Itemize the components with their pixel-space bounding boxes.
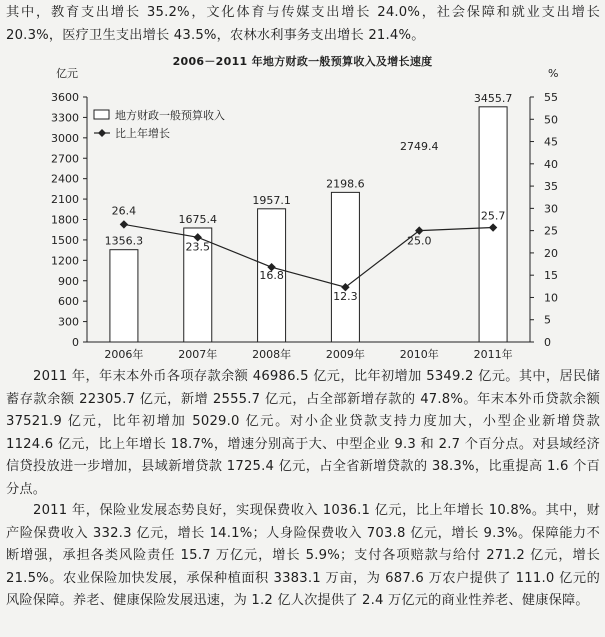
left-axis-tick-label: 0 [72, 336, 79, 349]
left-axis-unit: 亿元 [56, 67, 78, 80]
growth-value-label: 16.8 [259, 269, 284, 283]
left-axis-tick-label: 3300 [51, 111, 79, 125]
left-axis-tick-label: 3000 [51, 131, 79, 145]
right-axis-tick-label: 40 [544, 157, 558, 171]
growth-value-label: 26.4 [111, 204, 137, 218]
right-axis-tick-label: 45 [544, 135, 558, 149]
right-axis-tick-label: 10 [544, 291, 558, 305]
growth-value-label: 25.7 [480, 209, 506, 223]
bar-value-label: 2198.6 [326, 177, 365, 191]
left-axis-tick-label: 1800 [51, 213, 79, 227]
growth-marker-1 [120, 220, 128, 228]
x-axis-label: 2007年 [178, 348, 218, 361]
right-axis-tick-label: 35 [544, 180, 558, 194]
paragraph-top: 其中，教育支出增长 35.2%，文化体育与传媒支出增长 24.0%，社会保障和就业支出增长 20.3%，医疗卫生支出增长 43.5%，农林水利事务支出增长 21.4%。 [6, 5, 600, 43]
right-axis-tick-label: 5 [544, 313, 551, 327]
legend-bar-label: 地方财政一般预算收入 [115, 109, 225, 122]
legend-bar-swatch [94, 110, 109, 119]
chart [0, 64, 605, 364]
right-axis-tick-label: 50 [544, 113, 558, 127]
bar-value-label: 2749.4 [400, 139, 439, 153]
bar-4 [331, 192, 359, 342]
left-axis-tick-label: 900 [58, 274, 79, 288]
bar-value-label: 3455.7 [473, 91, 513, 105]
x-axis-label: 2011年 [473, 348, 513, 361]
right-axis-tick-label: 20 [544, 246, 558, 260]
legend [94, 108, 225, 140]
paragraph-insurance: 2011 年，保险业发展态势良好，实现保费收入 1036.1 亿元，比上年增长 10.8%。其中，财产险保费收入 332.3 亿元，增长 14.1%；人身险保费收入 703.8 亿元，增长 9.3%。保障能力不断增强，承担各类风险责任 15.7 万亿元，增长 5.9%；支付各项赔款与给付 271.2 亿元，增长 21.5%。农业保险加快发展，承保种植面积 3383.1 万亩，为 687.6 万农户提供了 111.0 亿元的风险保障。养老、健康保险发展迅速，为 1.2 亿人次提供了 2.4 万亿元的商业性养老、健康保障。 [6, 503, 600, 609]
right-axis-unit: % [548, 67, 559, 80]
growth-value-label: 25.0 [407, 234, 432, 248]
bar-group [110, 107, 507, 342]
right-axis-tick-label: 30 [544, 202, 558, 216]
right-axis-tick-label: 55 [544, 91, 558, 104]
legend-line-label: 比上年增长 [115, 127, 170, 140]
legend-line-marker [98, 129, 106, 137]
left-axis-tick-label: 2400 [51, 172, 79, 186]
growth-line-group [120, 220, 498, 291]
x-axis-label: 2006年 [104, 348, 144, 361]
x-axis-label: 2010年 [399, 348, 439, 361]
data-labels [105, 92, 513, 303]
left-axis-tick-label: 600 [58, 295, 79, 309]
bar-value-label: 1675.4 [178, 212, 217, 226]
left-axis-tick-label: 300 [58, 315, 79, 329]
left-axis-tick-label: 3600 [51, 91, 79, 104]
left-axis-tick-label: 1200 [51, 254, 79, 268]
bar-1 [110, 250, 138, 342]
x-axis-label: 2009年 [325, 348, 365, 361]
x-axis-label: 2008年 [252, 348, 292, 361]
right-axis-tick-label: 15 [544, 269, 558, 283]
paragraph-deposits: 2011 年，年末本外币各项存款余额 46986.5 亿元，比年初增加 5349.2 亿元。其中，居民储蓄存款余额 22305.7 亿元，新增 2555.7 亿元，占全部新增存款的 47.8%。年末本外币贷款余额 37521.9 亿元，比年初增加 5029.0 亿元。对小企业贷款支持力度加大，小型企业新增贷款 1124.6 亿元，比上年增长 18.7%，增速分别高于大、中型企业 9.3 和 2.7 个百分点。对县域经济信贷投放进一步增加，县域新增贷款 1725.4 亿元，占全省新增贷款的 38.3%，比重提高 1.6 个百分点。 [6, 369, 600, 497]
growth-value-label: 23.5 [185, 240, 210, 254]
bar-value-label: 1957.1 [252, 193, 291, 207]
bar-value-label: 1356.3 [104, 234, 144, 248]
left-axis-tick-label: 2700 [51, 152, 79, 166]
right-axis-tick-label: 25 [544, 224, 558, 238]
right-axis-tick-label: 0 [544, 336, 551, 349]
growth-line [124, 224, 493, 287]
left-axis-tick-label: 1500 [51, 233, 79, 247]
left-axis-tick-label: 2100 [51, 193, 79, 207]
chart-title: 2006－2011 年地方财政一般预算收入及增长速度 [172, 55, 433, 68]
growth-value-label: 12.3 [333, 290, 358, 304]
